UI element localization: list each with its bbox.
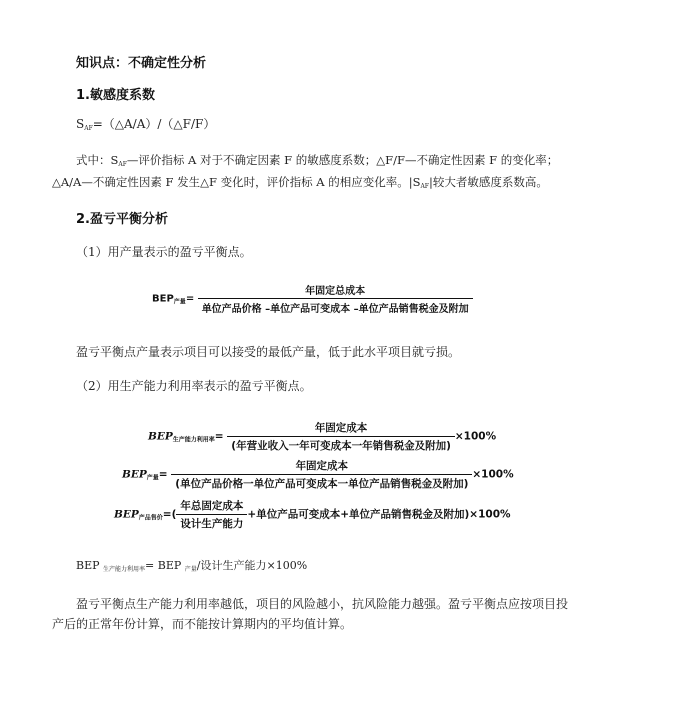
sensitivity-desc-line2: [52, 172, 548, 197]
f4-fraction: [176, 498, 247, 531]
f1-numerator: 年固定总成本: [305, 286, 366, 297]
formula-bep-quantity: [152, 282, 473, 315]
breakeven-para-3: （2）用生产能力利用率表示的盈亏平衡点。: [76, 379, 312, 393]
f3-tail: ×100%: [472, 468, 514, 481]
p4-sub1: 生产能力利用率: [103, 566, 146, 573]
f3-lhs-sub: 产量: [146, 474, 159, 482]
desc1-b: —评价指标 A 对于不确定因素 F 的敏感度系数；△F/F—不确定性因素 F 的变化率；: [126, 153, 559, 167]
f3-denominator: (单位产品价格一单位产品可变成本一单位产品销售税金及附加): [171, 474, 472, 491]
f1-lhs: BEP: [152, 293, 174, 305]
f3-fraction: [171, 458, 472, 491]
formula-bep-price: [114, 498, 511, 531]
desc1-sub: AF: [118, 161, 127, 168]
formula-bep-quantity-2: [122, 458, 514, 491]
section-heading-sensitivity: 1.敏感度系数: [76, 88, 155, 103]
f3-numerator: 年固定成本: [295, 460, 349, 472]
section-heading-breakeven: 2.盈亏平衡分析: [76, 212, 168, 227]
desc2-sub: AF: [420, 183, 429, 190]
f2-denominator: (年营业收入一年可变成本一年销售税金及附加): [227, 436, 455, 453]
formula-rest: =（△A/A）/（△F/F）: [92, 117, 216, 131]
f4-lhs: BEP: [114, 508, 139, 521]
f1-eq: =: [185, 293, 195, 305]
formula-s: S: [76, 117, 85, 131]
f4-denominator: 设计生产能力: [176, 514, 247, 531]
p4-sub2: 产量: [184, 566, 197, 573]
formula-bep-capacity: [148, 420, 496, 453]
f3-lhs: BEP: [122, 468, 147, 481]
f2-numerator: 年固定成本: [314, 422, 368, 434]
p4-a: BEP: [76, 559, 104, 572]
formula-sub: AF: [84, 125, 93, 132]
f4-rest: +单位产品可变成本+单位产品销售税金及附加)×100%: [247, 508, 511, 521]
f3-eq: =: [158, 468, 168, 481]
desc1-a: 式中：S: [76, 153, 119, 167]
breakeven-para-1: （1）用产量表示的盈亏平衡点。: [76, 245, 252, 259]
f1-denominator: 单位产品价格 –单位产品可变成本 –单位产品销售税金及附加: [198, 298, 473, 315]
f4-numerator: 年总固定成本: [180, 500, 244, 512]
f2-tail: ×100%: [454, 430, 497, 443]
document-title: 知识点：不确定性分析: [76, 56, 207, 71]
f1-lhs-sub: 产量: [173, 298, 186, 306]
f2-lhs: BEP: [148, 430, 173, 443]
p4-c: /设计生产能力×100%: [196, 559, 308, 572]
breakeven-para-4: [76, 556, 307, 580]
breakeven-para-5-line1: 盈亏平衡点生产能力利用率越低，项目的风险越小，抗风险能力越强。盈亏平衡点应按项目投: [76, 597, 569, 611]
f2-eq: =: [214, 430, 224, 443]
f1-fraction: [198, 282, 473, 315]
desc2-a: △A/A—不确定性因素 F 发生△F 变化时，评价指标 A 的相应变化率。|S: [52, 175, 421, 189]
desc2-b: |较大者敏感度系数高。: [428, 175, 548, 189]
breakeven-para-2: 盈亏平衡点产量表示项目可以接受的最低产量，低于此水平项目就亏损。: [76, 345, 461, 359]
f4-lhs-sub: 产品售价: [138, 514, 163, 522]
breakeven-para-5-line2: 产后的正常年份计算，而不能按计算期内的平均值计算。: [52, 617, 353, 631]
f2-fraction: [227, 420, 455, 453]
f4-eq: =(: [162, 508, 177, 521]
sensitivity-formula: [76, 114, 215, 139]
f2-lhs-sub: 生产能力利用率: [172, 436, 215, 444]
p4-b: = BEP: [145, 559, 185, 572]
